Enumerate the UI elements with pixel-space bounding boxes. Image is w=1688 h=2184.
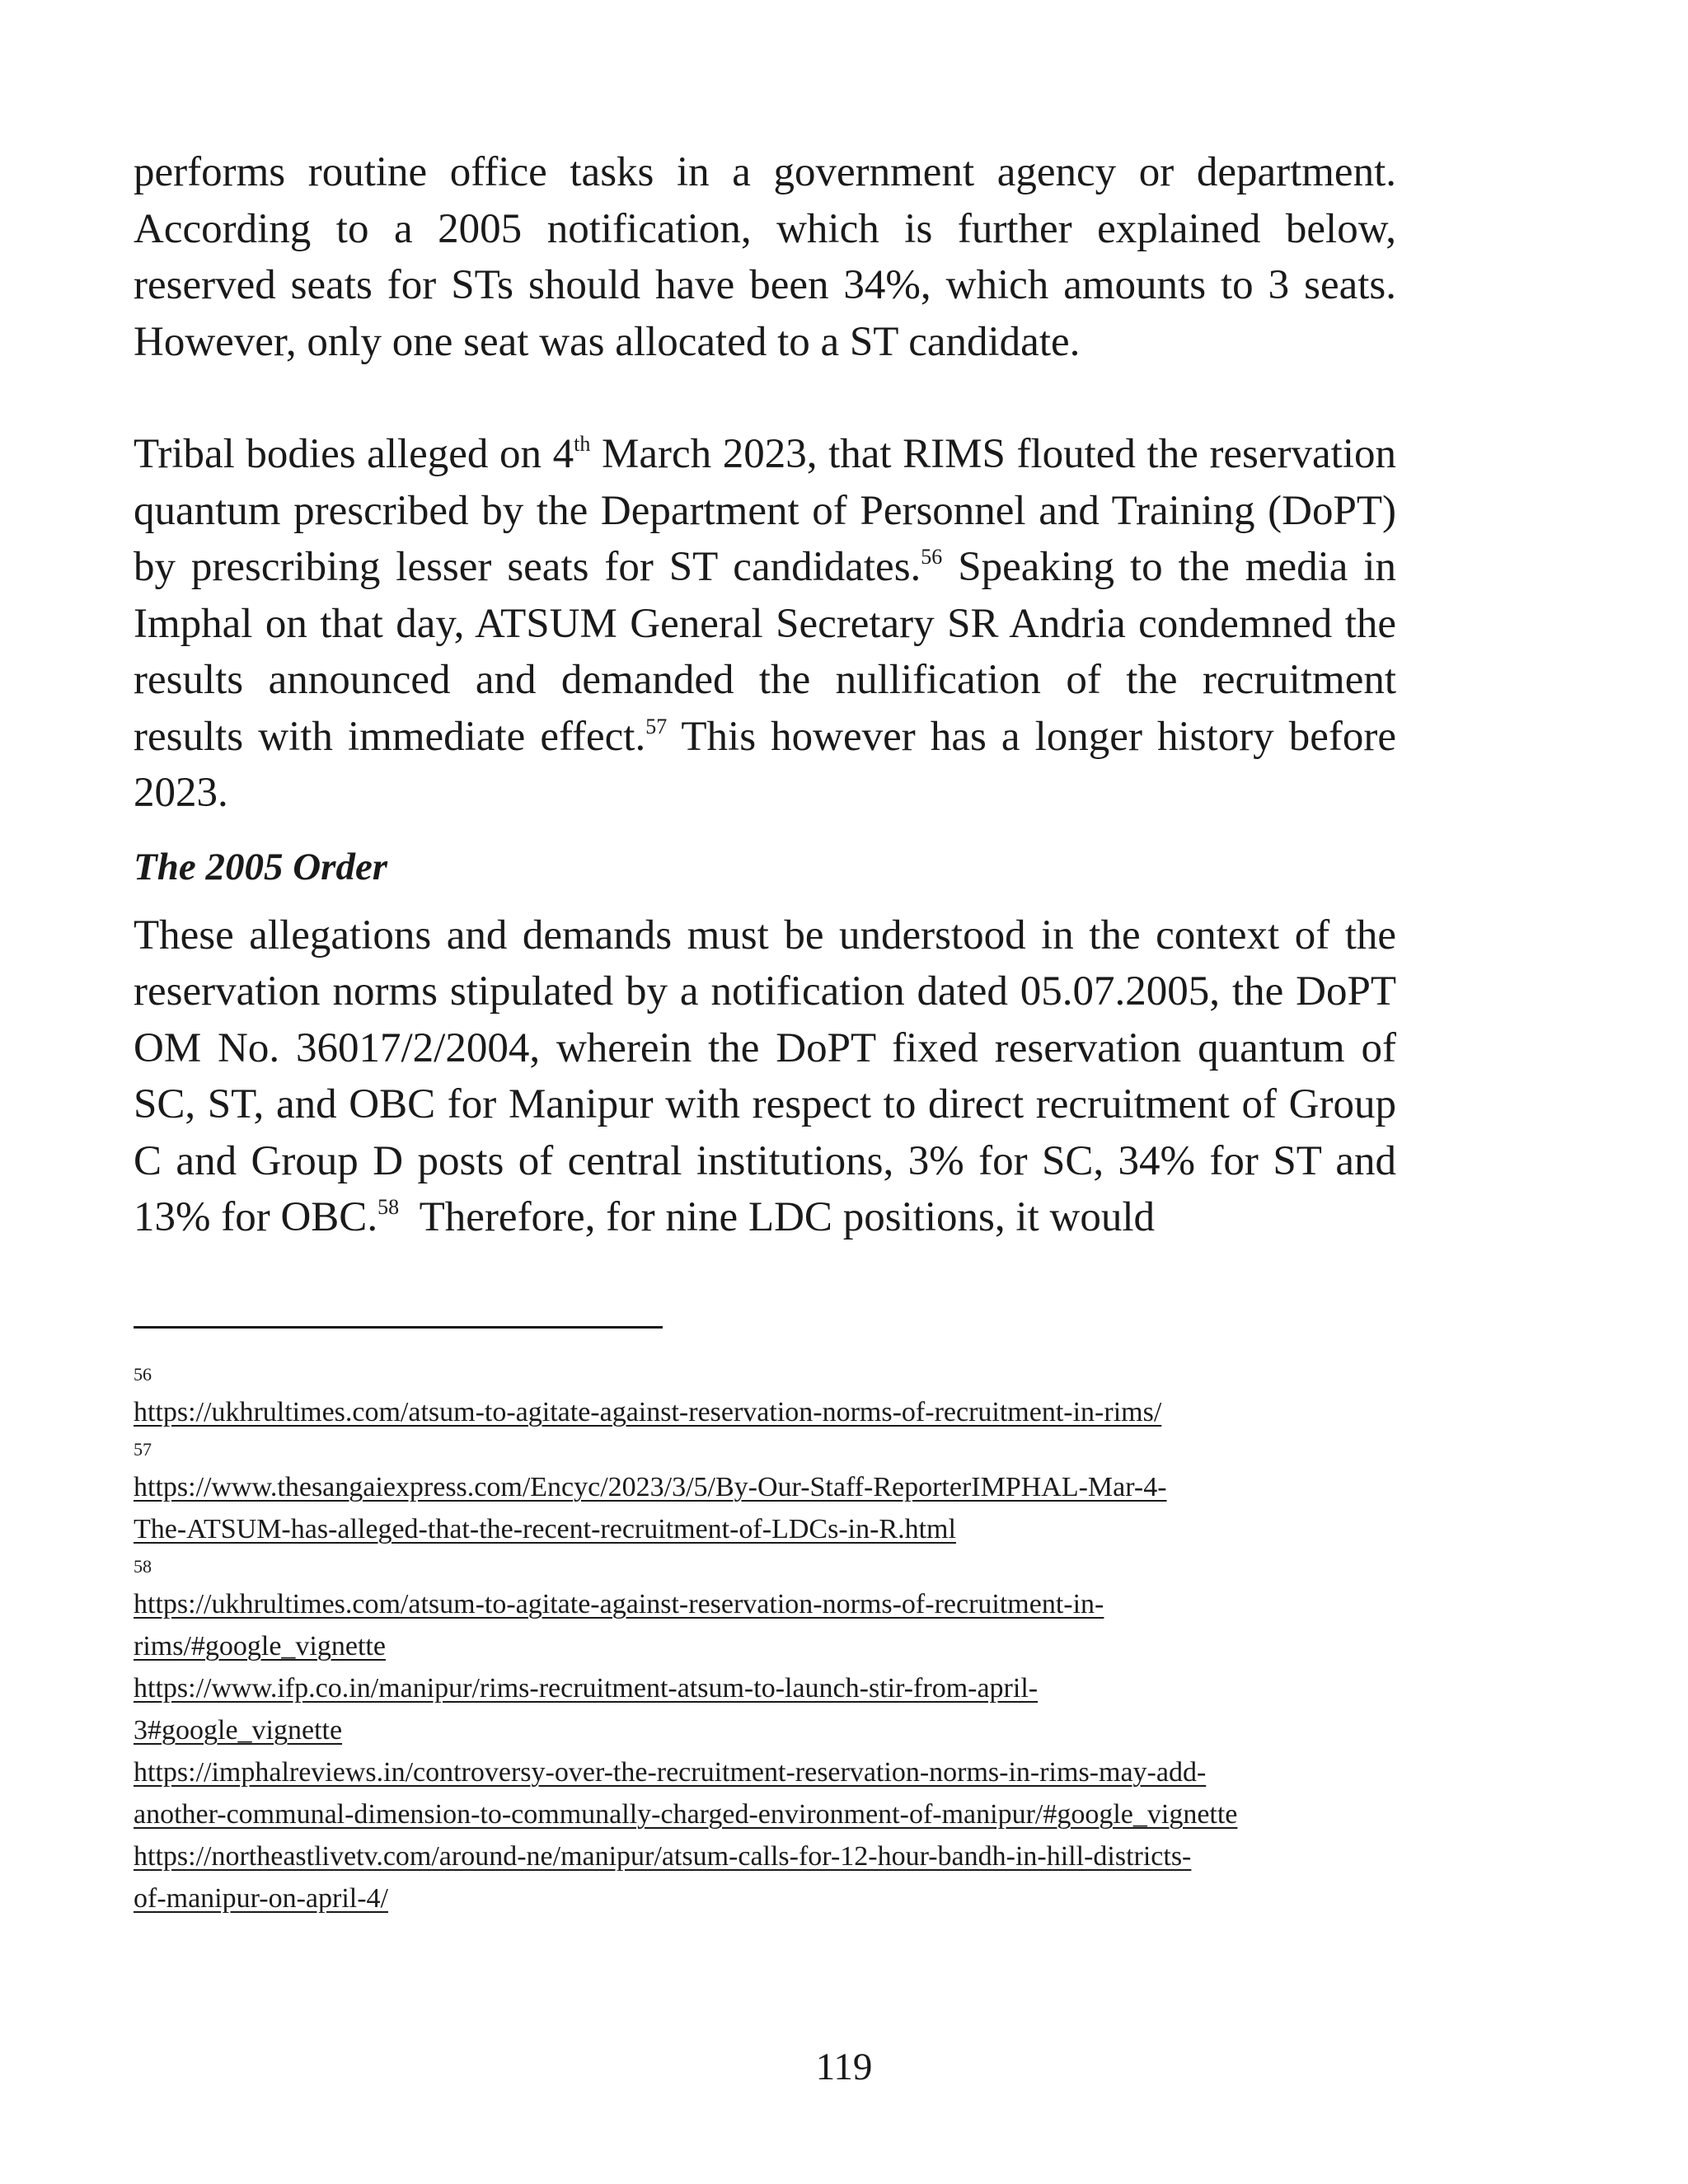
paragraph-2-text-b: March 2023, that RIMS flouted the reservation quantum prescribed by the Department of Personnel and Training (DoPT) by prescribing lesser seats for ST candidates. [134, 431, 1397, 590]
footnote-link[interactable] [134, 1583, 1419, 1667]
footnote-link[interactable] [134, 1835, 1419, 1919]
footnote-link[interactable] [134, 1391, 1419, 1433]
footnote-number: 57 [134, 1439, 152, 1460]
paragraph-3-text-b: Therefore, for nine LDC positions, it would [399, 1194, 1155, 1240]
footnote-ref-58[interactable]: 58 [377, 1195, 400, 1219]
footnote-link-line: https://ukhrultimes.com/atsum-to-agitate-against-reservation-norms-of-recruitment-in-rims/ [134, 1397, 1162, 1427]
footnotes [134, 1358, 1419, 1919]
footnote-separator [134, 1326, 663, 1329]
footnote-link-line: https://www.ifp.co.in/manipur/rims-recruitment-atsum-to-launch-stir-from-april- [134, 1673, 1039, 1704]
page-number: 119 [815, 2046, 873, 2088]
footnote-link[interactable] [134, 1466, 1419, 1550]
footnote-link-line: 3#google_vignette [134, 1715, 343, 1746]
footnote-number: 56 [134, 1364, 152, 1385]
footnote-ref-56[interactable]: 56 [921, 545, 943, 569]
footnote-link-line: https://www.thesangaiexpress.com/Encyc/2023/3/5/By-Our-Staff-ReporterIMPHAL-Mar-4- [134, 1472, 1167, 1502]
footnote-link-line: The-ATSUM-has-alleged-that-the-recent-recruitment-of-LDCs-in-R.html [134, 1514, 956, 1544]
footnote-number: 58 [134, 1556, 152, 1577]
footnote-link-line: https://imphalreviews.in/controversy-over-the-recruitment-reservation-norms-in-rims-may-add- [134, 1757, 1207, 1788]
paragraph-2-text-d: This however has a longer history before 2023. [134, 713, 1397, 816]
paragraph-1: performs routine office tasks in a government agency or department. According to a 2005 notification, which is further explained below, reserved seats for STs should have been 34%, which amounts to 3 seats. However, only one seat was allocated to a ST candidate. [134, 149, 1396, 365]
ordinal-suffix: th [574, 432, 591, 456]
paragraph-2-text-c: Speaking to the media in Imphal on that day, ATSUM General Secretary SR Andria condemned the results announced and demanded the nullification of the recruitment results with immediate effect. [134, 544, 1396, 760]
paragraph-3-text-a: These allegations and demands must be understood in the context of the reservation norms stipulated by a notification dated 05.07.2005, the DoPT OM No. 36017/2/2004, wherein the DoPT fixed reservation quantum of SC, ST, and OBC for Manipur with respect to direct recruitment of Group C and Group D posts of central institutions, 3% for SC, 34% for ST and 13% for OBC. [134, 912, 1396, 1240]
page-body [134, 144, 1396, 1246]
footnote-link-line: https://northeastlivetv.com/around-ne/manipur/atsum-calls-for-12-hour-bandh-in-hill-districts- [134, 1841, 1192, 1872]
footnote-link-line: https://ukhrultimes.com/atsum-to-agitate-against-reservation-norms-of-recruitment-in- [134, 1589, 1104, 1619]
footnote-link[interactable] [134, 1751, 1419, 1835]
paragraph-3 [134, 907, 1396, 1246]
footnote-link[interactable] [134, 1667, 1419, 1751]
footnote-link-line: another-communal-dimension-to-communally-charged-environment-of-manipur/#google_vignette [134, 1799, 1238, 1830]
footnote-link-line: of-manipur-on-april-4/ [134, 1883, 388, 1914]
footnote-ref-57[interactable]: 57 [645, 714, 668, 738]
footnote-link-line: rims/#google_vignette [134, 1631, 386, 1661]
paragraph-2-text-a: Tribal bodies alleged on 4 [134, 431, 574, 477]
paragraph-2 [134, 426, 1396, 822]
section-heading: The 2005 Order [134, 845, 388, 888]
